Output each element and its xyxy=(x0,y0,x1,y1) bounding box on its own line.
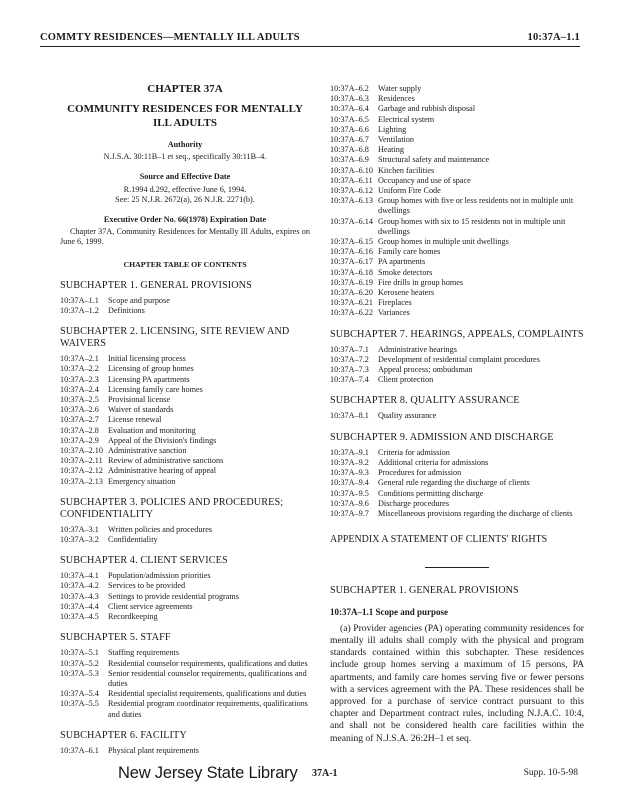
toc-entry xyxy=(60,456,310,466)
toc-entry xyxy=(330,104,584,114)
running-head-right: 10:37A–1.1 xyxy=(527,32,580,43)
toc-entry xyxy=(330,468,584,478)
toc-entry xyxy=(60,296,310,306)
toc-entry xyxy=(60,535,310,545)
toc-entry xyxy=(330,411,584,421)
toc-entry-title: Occupancy and use of space xyxy=(378,175,471,185)
toc-entry-title: Conditions permitting discharge xyxy=(378,488,484,498)
source-line-1: R.1994 d.292, effective June 6, 1994. xyxy=(123,184,247,194)
toc-entry-number: 10:37A–1.1 xyxy=(60,295,99,305)
authority-text: N.J.S.A. 30:11B–1 et seq., specifically 30:11B–4. xyxy=(103,152,267,162)
toc-entry xyxy=(60,405,310,415)
toc-entry xyxy=(330,355,584,365)
toc-entry xyxy=(60,426,310,436)
toc-entry xyxy=(330,237,584,247)
toc-entry-title: Structural safety and maintenance xyxy=(378,155,490,165)
toc-entry-title: Emergency situation xyxy=(108,476,176,486)
toc-entry-title: Waiver of standards xyxy=(108,405,174,415)
toc-entry-number: 10:37A–6.17 xyxy=(330,257,373,267)
toc-entry-title: Group homes with six to 15 residents not in multiple unit dwellings xyxy=(378,216,566,236)
toc-entry-title: Senior residential counselor requirements, qualifications and duties xyxy=(108,668,307,688)
toc-entry-title: Administrative hearing of appeal xyxy=(108,466,216,476)
chapter-number: CHAPTER 37A xyxy=(147,83,223,95)
toc-entry-title: Residential specialist requirements, qualifications and duties xyxy=(108,689,307,699)
toc-entry xyxy=(60,436,310,446)
toc-entry-title: Miscellaneous provisions regarding the discharge of clients xyxy=(378,508,573,518)
toc-entry xyxy=(60,592,310,602)
toc-entry-number: 10:37A–3.2 xyxy=(60,535,99,545)
toc-entry xyxy=(330,145,584,155)
toc-entry-number: 10:37A–6.1 xyxy=(60,745,99,755)
toc-entry-number: 10:37A–1.2 xyxy=(60,306,99,316)
toc-entry-number: 10:37A–6.10 xyxy=(330,165,373,175)
toc-entry xyxy=(330,268,584,278)
toc-entry-title: Client service agreements xyxy=(108,601,193,611)
toc-entry-title: Definitions xyxy=(108,306,145,316)
toc-entry xyxy=(330,345,584,355)
toc-entry-number: 10:37A–4.1 xyxy=(60,571,99,581)
toc-entry-number: 10:37A–2.2 xyxy=(60,364,99,374)
toc-entry xyxy=(330,308,584,318)
toc-entry-number: 10:37A–2.5 xyxy=(60,395,99,405)
toc-entry-title: Variances xyxy=(378,308,410,318)
toc-entry-number: 10:37A–9.4 xyxy=(330,478,369,488)
toc-entry xyxy=(330,196,584,216)
toc-entry-title: Administrative hearings xyxy=(378,344,457,354)
toc-entry xyxy=(330,247,584,257)
toc-entry-number: 10:37A–6.8 xyxy=(330,145,369,155)
subchapter-heading: SUBCHAPTER 1. GENERAL PROVISIONS xyxy=(60,279,252,291)
toc-entry-title: Garbage and rubbish disposal xyxy=(378,104,476,114)
header-rule xyxy=(40,46,580,47)
toc-entry-number: 10:37A–2.9 xyxy=(60,435,99,445)
toc-entry-title: Discharge procedures xyxy=(378,498,450,508)
toc-entry-number: 10:37A–6.18 xyxy=(330,267,373,277)
toc-entry-number: 10:37A–9.1 xyxy=(330,447,369,457)
toc-entry-title: Scope and purpose xyxy=(108,295,170,305)
toc-entry-title: Settings to provide residential programs xyxy=(108,591,239,601)
toc-entry-number: 10:37A–6.12 xyxy=(330,186,373,196)
toc-entry-number: 10:37A–7.2 xyxy=(330,354,369,364)
toc-entry xyxy=(60,364,310,374)
toc-entry-title: Appeal process; ombudsman xyxy=(378,365,473,375)
toc-entry-number: 10:37A–6.19 xyxy=(330,277,373,287)
toc-entry-title: Uniform Fire Code xyxy=(378,186,441,196)
toc-entry-number: 10:37A–5.5 xyxy=(60,699,99,709)
toc-entry xyxy=(60,395,310,405)
source-line-2: See: 25 N.J.R. 2672(a), 26 N.J.R. 2271(b). xyxy=(115,194,255,204)
toc-entry-number: 10:37A–6.7 xyxy=(330,135,369,145)
toc-entry-title: Development of residential complaint procedures xyxy=(378,354,540,364)
toc-entry xyxy=(60,354,310,364)
toc-entry xyxy=(330,375,584,385)
toc-entry-number: 10:37A–2.11 xyxy=(60,456,103,466)
toc-entry-number: 10:37A–5.1 xyxy=(60,648,99,658)
toc-entry-title: Procedures for admission xyxy=(378,468,462,478)
toc-entry-number: 10:37A–4.2 xyxy=(60,581,99,591)
toc-entry-number: 10:37A–6.9 xyxy=(330,155,369,165)
toc-entry-number: 10:37A–4.5 xyxy=(60,612,99,622)
toc-entry xyxy=(330,166,584,176)
toc-entry-title: Group homes with five or less residents not in multiple unit dwellings xyxy=(378,196,574,216)
toc-entry-title: Residential program coordinator requirements, qualifications and duties xyxy=(108,699,308,719)
toc-entry-title: PA apartments xyxy=(378,257,426,267)
toc-entry-title: Kitchen facilities xyxy=(378,165,435,175)
toc-entry-number: 10:37A–7.1 xyxy=(330,344,369,354)
toc-heading: CHAPTER TABLE OF CONTENTS xyxy=(123,259,247,269)
toc-entry xyxy=(330,365,584,375)
section-heading: 10:37A–1.1 Scope and purpose xyxy=(330,606,449,617)
toc-entry-number: 10:37A–6.3 xyxy=(330,94,369,104)
subchapter-heading: SUBCHAPTER 6. FACILITY xyxy=(60,729,187,741)
toc-entry-title: Population/admission priorities xyxy=(108,571,211,581)
right-column xyxy=(330,84,584,745)
toc-entry-number: 10:37A–4.4 xyxy=(60,601,99,611)
toc-entry xyxy=(60,525,310,535)
toc-entry-title: Appeal of the Division's findings xyxy=(108,435,217,445)
toc-entry-title: Family care homes xyxy=(378,247,441,257)
toc-entry-title: Confidentiality xyxy=(108,535,158,545)
toc-entry-number: 10:37A–9.6 xyxy=(330,498,369,508)
section-divider xyxy=(425,567,489,568)
toc-entry-number: 10:37A–6.16 xyxy=(330,247,373,257)
toc-entry-number: 10:37A–7.3 xyxy=(330,365,369,375)
toc-entry-title: Recordkeeping xyxy=(108,612,158,622)
authority-heading: Authority xyxy=(167,140,203,149)
toc-entry-title: Smoke detectors xyxy=(378,267,433,277)
library-stamp: New Jersey State Library xyxy=(118,764,298,782)
toc-entry-number: 10:37A–5.3 xyxy=(60,668,99,678)
toc-entry-title: Residential counselor requirements, qualifications and duties xyxy=(108,658,308,668)
toc-entry-number: 10:37A–2.8 xyxy=(60,425,99,435)
toc-entry xyxy=(60,571,310,581)
toc-entry-title: Review of administrative sanctions xyxy=(108,456,224,466)
running-head xyxy=(40,32,580,43)
toc-entry-title: Water supply xyxy=(378,84,422,93)
toc-right-continued xyxy=(330,84,584,319)
toc-entry-number: 10:37A–6.6 xyxy=(330,124,369,134)
toc-entry-title: Provisional license xyxy=(108,395,171,405)
toc-entry xyxy=(330,278,584,288)
toc-entry-number: 10:37A–6.2 xyxy=(330,84,369,93)
toc-entry xyxy=(330,499,584,509)
subchapter-heading: SUBCHAPTER 5. STAFF xyxy=(60,632,171,644)
toc-entry-title: Licensing PA apartments xyxy=(108,374,190,384)
toc-entry-number: 10:37A–2.10 xyxy=(60,446,103,456)
section-paragraph: (a) Provider agencies (PA) operating community residences for mentally ill adults shall comply with the physical and program standards contained within this subchapter. These residences include group homes serving a maximum of 15 persons, PA apartments, and family care homes serving five or fewer persons with a services agreement with the PA. These residences shall be approved for a purchase of service contract pursuant to this chapter and Department contract rules, including N.J.A.C. 10:4, and shall not be considered health care facilities within the meaning of N.J.S.A. 26:2H–1 et seq. xyxy=(330,622,584,744)
chapter-title: COMMUNITY RESIDENCES FOR MENTALLY ILL ADULTS xyxy=(67,103,303,129)
toc-entry xyxy=(330,176,584,186)
toc-entry xyxy=(330,257,584,267)
toc-entry-number: 10:37A–6.13 xyxy=(330,196,373,206)
toc-entry xyxy=(330,115,584,125)
toc-entry xyxy=(60,306,310,316)
exec-order-text: Chapter 37A, Community Residences for Mentally Ill Adults, expires on June 6, 1999. xyxy=(60,227,310,247)
toc-entry xyxy=(60,699,310,719)
toc-entry-title: License renewal xyxy=(108,415,162,425)
running-head-left: COMMTY RESIDENCES—MENTALLY ILL ADULTS xyxy=(40,32,300,43)
toc-entry xyxy=(60,466,310,476)
toc-entry-title: Client protection xyxy=(378,375,434,385)
toc-entry xyxy=(330,155,584,165)
toc-entry xyxy=(330,298,584,308)
toc-entry-title: Staffing requirements xyxy=(108,648,180,658)
toc-entry-title: Quality assurance xyxy=(378,411,437,421)
toc-entry-number: 10:37A–2.4 xyxy=(60,384,99,394)
subchapter-heading: SUBCHAPTER 9. ADMISSION AND DISCHARGE xyxy=(330,431,554,443)
toc-entry-number: 10:37A–5.4 xyxy=(60,689,99,699)
toc-entry xyxy=(330,458,584,468)
toc-entry-title: Administrative sanction xyxy=(108,446,187,456)
toc-entry xyxy=(60,746,310,756)
toc-entry-title: General rule regarding the discharge of clients xyxy=(378,478,530,488)
toc-entry-title: Lighting xyxy=(378,124,407,134)
toc-entry-number: 10:37A–9.7 xyxy=(330,508,369,518)
source-heading: Source and Effective Date xyxy=(139,172,231,182)
toc-entry-number: 10:37A–8.1 xyxy=(330,411,369,421)
toc-entry-number: 10:37A–2.3 xyxy=(60,374,99,384)
appendix-entry: APPENDIX A STATEMENT OF CLIENTS' RIGHTS xyxy=(330,534,548,546)
subchapter-heading: SUBCHAPTER 7. HEARINGS, APPEALS, COMPLAINTS xyxy=(330,328,584,340)
toc-entry-title: Additional criteria for admissions xyxy=(378,457,489,467)
toc-entry xyxy=(330,217,584,237)
left-column xyxy=(60,80,310,756)
subchapter-heading: SUBCHAPTER 3. POLICIES AND PROCEDURES; CONFIDENTIALITY xyxy=(60,496,284,520)
toc-entry-title: Fire drills in group homes xyxy=(378,277,464,287)
toc-entry-number: 10:37A–2.6 xyxy=(60,405,99,415)
toc-entry-title: Physical plant requirements xyxy=(108,745,199,755)
toc-entry-number: 10:37A–9.5 xyxy=(330,488,369,498)
toc-entry-title: Fireplaces xyxy=(378,298,412,308)
toc-entry xyxy=(60,477,310,487)
toc-entry-title: Services to be provided xyxy=(108,581,186,591)
toc-entry xyxy=(330,94,584,104)
toc-entry-title: Residences xyxy=(378,94,415,104)
toc-entry-title: Written policies and procedures xyxy=(108,524,213,534)
toc-entry xyxy=(60,581,310,591)
toc-entry-number: 10:37A–2.1 xyxy=(60,354,99,364)
subchapter-heading: SUBCHAPTER 4. CLIENT SERVICES xyxy=(60,555,228,567)
toc-entry-number: 10:37A–9.2 xyxy=(330,457,369,467)
toc-entry xyxy=(60,689,310,699)
toc-entry-number: 10:37A–7.4 xyxy=(330,375,369,385)
toc-entry-number: 10:37A–6.11 xyxy=(330,175,373,185)
toc-entry xyxy=(330,288,584,298)
toc-left xyxy=(60,280,310,756)
toc-entry-number: 10:37A–2.7 xyxy=(60,415,99,425)
toc-entry xyxy=(60,659,310,669)
toc-entry-title: Heating xyxy=(378,145,404,155)
toc-entry-title: Evaluation and monitoring xyxy=(108,425,196,435)
body-subchapter-heading: SUBCHAPTER 1. GENERAL PROVISIONS xyxy=(330,585,519,597)
toc-entry-number: 10:37A–6.14 xyxy=(330,216,373,226)
toc-entry-number: 10:37A–6.22 xyxy=(330,308,373,318)
toc-entry xyxy=(60,446,310,456)
subchapter-heading: SUBCHAPTER 8. QUALITY ASSURANCE xyxy=(330,395,520,407)
toc-entry-number: 10:37A–2.12 xyxy=(60,466,103,476)
toc-entry xyxy=(330,186,584,196)
toc-entry xyxy=(330,478,584,488)
toc-entry-title: Criteria for admission xyxy=(378,447,450,457)
toc-entry xyxy=(60,669,310,689)
toc-entry xyxy=(330,489,584,499)
toc-entry-number: 10:37A–6.15 xyxy=(330,237,373,247)
toc-entry-number: 10:37A–2.13 xyxy=(60,476,103,486)
toc-entry-number: 10:37A–6.4 xyxy=(330,104,369,114)
toc-entry-title: Electrical system xyxy=(378,114,435,124)
toc-entry-number: 10:37A–9.3 xyxy=(330,468,369,478)
supplement-date: Supp. 10-5-98 xyxy=(523,768,578,778)
toc-entry xyxy=(330,509,584,519)
toc-entry xyxy=(60,415,310,425)
toc-entry-number: 10:37A–4.3 xyxy=(60,591,99,601)
toc-entry-title: Group homes in multiple unit dwellings xyxy=(378,237,509,247)
footer xyxy=(0,764,618,784)
toc-entry-title: Kerosene heaters xyxy=(378,288,435,298)
toc-entry-number: 10:37A–5.2 xyxy=(60,658,99,668)
toc-entry xyxy=(330,84,584,94)
toc-entry xyxy=(330,448,584,458)
toc-entry-number: 10:37A–3.1 xyxy=(60,524,99,534)
toc-entry xyxy=(330,135,584,145)
toc-entry-number: 10:37A–6.5 xyxy=(330,114,369,124)
toc-entry xyxy=(330,125,584,135)
subchapter-heading: SUBCHAPTER 2. LICENSING, SITE REVIEW AND WAIVERS xyxy=(60,326,290,350)
toc-entry-title: Ventilation xyxy=(378,135,414,145)
exec-order-heading: Executive Order No. 66(1978) Expiration Date xyxy=(103,215,267,225)
toc-right xyxy=(330,329,584,519)
toc-entry xyxy=(60,648,310,658)
toc-entry-title: Initial licensing process xyxy=(108,354,186,364)
page-number: 37A-1 xyxy=(312,768,338,779)
toc-entry-number: 10:37A–6.20 xyxy=(330,288,373,298)
toc-entry xyxy=(60,612,310,622)
toc-entry xyxy=(60,385,310,395)
toc-entry-title: Licensing of group homes xyxy=(108,364,194,374)
toc-entry xyxy=(60,602,310,612)
toc-entry-title: Licensing family care homes xyxy=(108,384,203,394)
toc-entry-number: 10:37A–6.21 xyxy=(330,298,373,308)
toc-entry xyxy=(60,375,310,385)
